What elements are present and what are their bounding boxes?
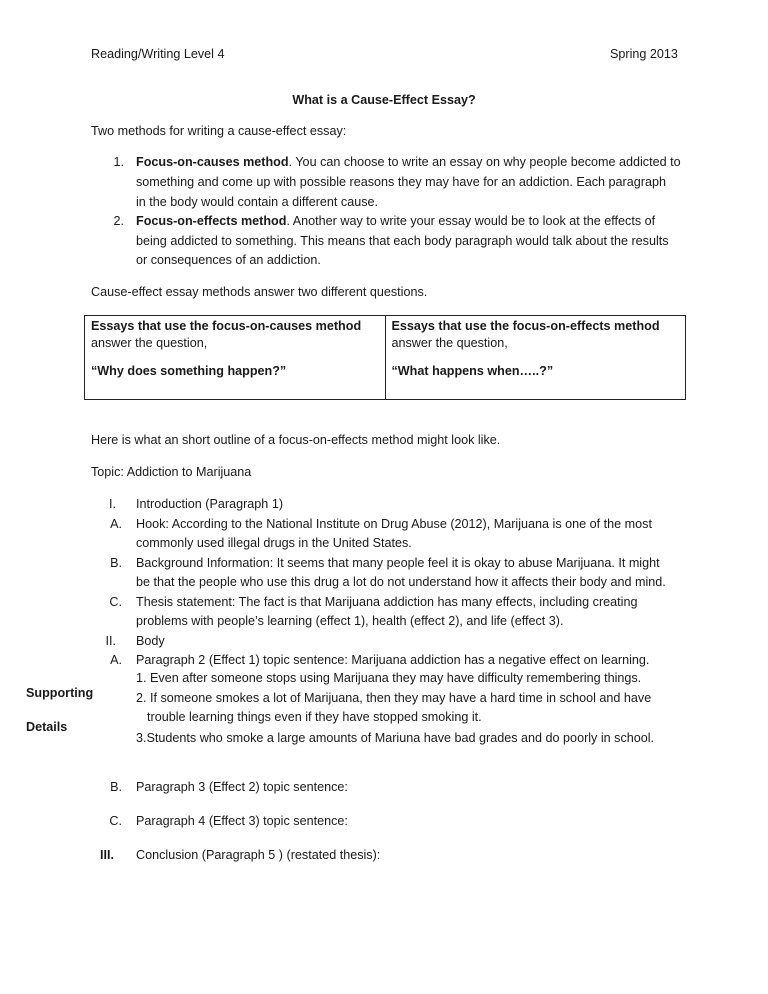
outline-line: be that the people who use this drug a lot do not understand how it affects their body and mind. — [136, 575, 666, 589]
method-desc: . Another way to write your essay would be to look at the effects of — [286, 214, 656, 228]
cell-sub: answer the question, — [91, 336, 208, 350]
method-name: Focus-on-effects method — [136, 214, 287, 228]
topic: Topic: Addiction to Marijuana — [91, 465, 252, 479]
detail-item: 3.Students who smoke a large amounts of Mariuna have bad grades and do poorly in school. — [136, 731, 655, 745]
outline-marker: II. — [105, 634, 116, 648]
outline-line: Background Information: It seems that many people feel it is okay to abuse Marijuana. It might — [136, 556, 660, 570]
cell-question: “Why does something happen?” — [91, 364, 287, 378]
method-line: in the body would contain a different cause. — [136, 195, 379, 209]
cell-question: “What happens when…..?” — [391, 364, 554, 378]
outline-marker: B. — [110, 780, 122, 794]
outline-line: Hook: According to the National Institute on Drug Abuse (2012), Marijuana is one of the most — [136, 517, 652, 531]
outline-intro: Here is what an short outline of a focus-on-effects method might look like. — [91, 433, 501, 447]
comparison-intro: Cause-effect essay methods answer two different questions. — [91, 285, 428, 299]
cell-sub: answer the question, — [391, 336, 508, 350]
outline-marker: A. — [110, 653, 122, 667]
method-line — [136, 211, 655, 231]
detail-item: trouble learning things even if they have stopped smoking it. — [147, 710, 482, 724]
method-line — [136, 152, 681, 172]
outline-item: Introduction (Paragraph 1) — [136, 497, 284, 511]
outline-item: Conclusion (Paragraph 5 ) (restated thesis): — [136, 848, 381, 862]
outline-line: problems with people’s learning (effect 1), health (effect 2), and life (effect 3). — [136, 614, 564, 628]
table-cell-causes — [85, 316, 386, 400]
detail-item: 2. If someone smokes a lot of Marijuana, then they may have a hard time in school and have — [136, 691, 652, 705]
outline-marker: B. — [110, 556, 122, 570]
cell-heading: Essays that use the focus-on-effects method — [391, 319, 660, 333]
outline-line: Thesis statement: The fact is that Marijuana addiction has many effects, including creating — [136, 595, 638, 609]
cell-heading: Essays that use the focus-on-causes method — [91, 319, 362, 333]
method-line: or consequences of an addiction. — [136, 253, 321, 267]
intro-text: Two methods for writing a cause-effect essay: — [91, 124, 347, 138]
outline-marker: C. — [109, 595, 122, 609]
course-name: Reading/Writing Level 4 — [91, 47, 225, 61]
outline-line: commonly used illegal drugs in the United States. — [136, 536, 412, 550]
side-label: Supporting — [26, 686, 94, 700]
method-desc: . You can choose to write an essay on why people become addicted to — [288, 155, 681, 169]
outline-marker: I. — [109, 497, 116, 511]
outline-line: Paragraph 2 (Effect 1) topic sentence: Marijuana addiction has a negative effect on learning. — [136, 653, 650, 667]
method-line: something and come up with possible reasons they may have for an addiction. Each paragraph — [136, 175, 666, 189]
outline-line: Paragraph 4 (Effect 3) topic sentence: — [136, 814, 348, 828]
outline-marker: C. — [109, 814, 122, 828]
outline-item: Body — [136, 634, 165, 648]
outline-marker: III. — [100, 848, 114, 862]
comparison-table — [84, 315, 686, 400]
method-marker: 2. — [113, 214, 124, 228]
table-cell-effects — [385, 316, 686, 400]
method-line: being addicted to something. This means that each body paragraph would talk about the results — [136, 234, 669, 248]
side-label: Details — [26, 720, 68, 734]
detail-item: 1. Even after someone stops using Marijuana they may have difficulty remembering things. — [136, 671, 642, 685]
method-marker: 1. — [113, 155, 124, 169]
outline-marker: A. — [110, 517, 122, 531]
page-title: What is a Cause-Effect Essay? — [292, 93, 476, 107]
outline-line: Paragraph 3 (Effect 2) topic sentence: — [136, 780, 348, 794]
table-row — [85, 316, 686, 400]
term: Spring 2013 — [610, 47, 678, 61]
method-name: Focus-on-causes method — [136, 155, 289, 169]
